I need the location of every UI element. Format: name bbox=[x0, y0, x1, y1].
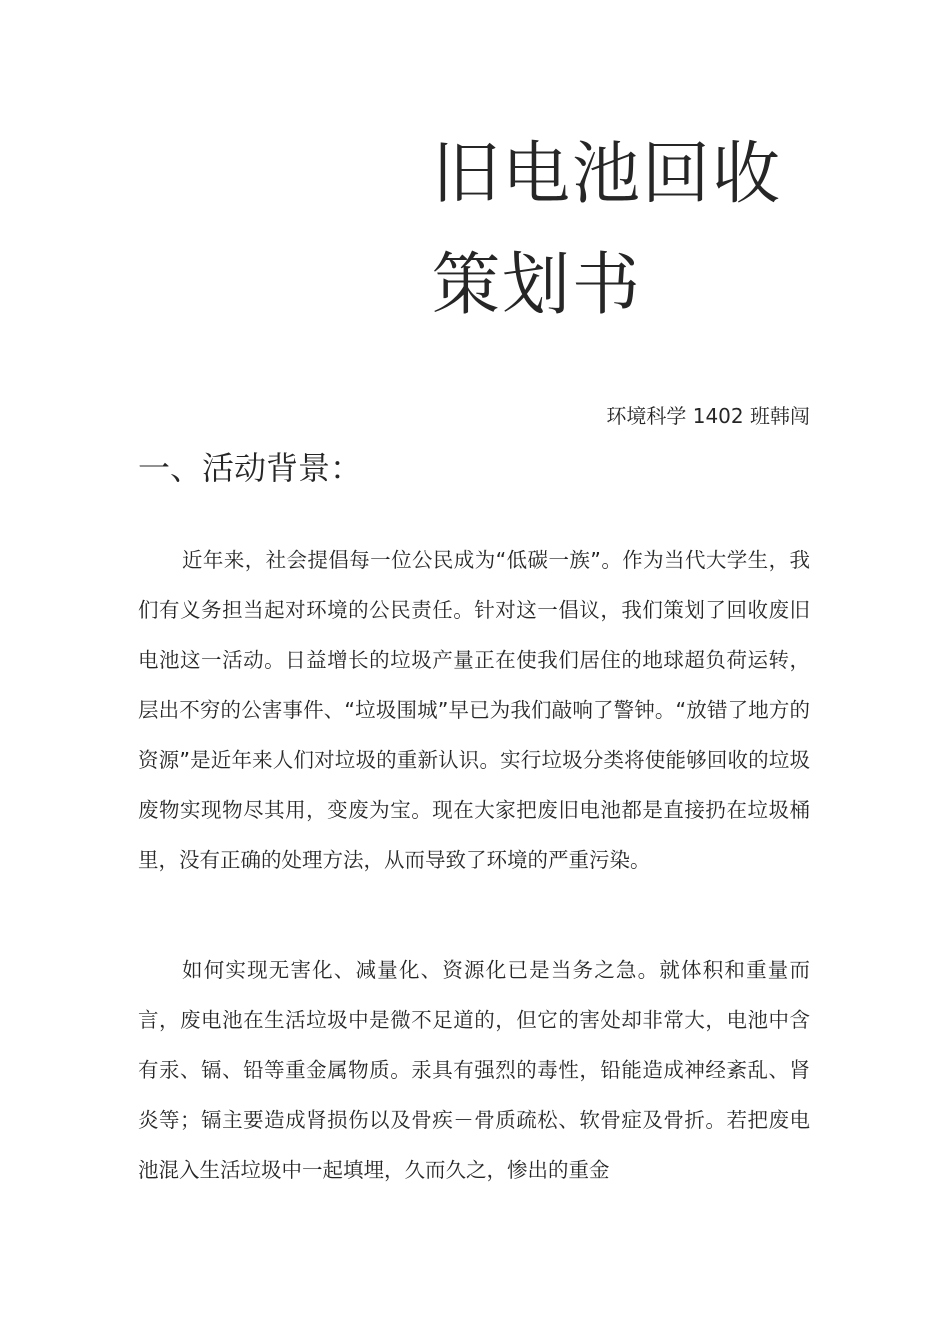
body-paragraph: 如何实现无害化、减量化、资源化已是当务之急。就体积和重量而言，废电池在生活垃圾中是微不足道的，但它的害处却非常大，电池中含有汞、镉、铅等重金属物质。汞具有强烈的毒性，铅能造成神经紊乱、肾炎等；镉主要造成肾损伤以及骨疾－骨质疏松、软骨症及骨折。若把废电池混入生活垃圾中一起填埋，久而久之，惨出的重金 bbox=[138, 958, 810, 1182]
author-byline: 环境科学 1402 班韩闯 bbox=[606, 404, 810, 428]
document-title-line-2: 策划书 bbox=[432, 246, 643, 325]
document-title-line-1: 旧电池回收 bbox=[432, 135, 783, 214]
body-paragraph: 近年来，社会提倡每一位公民成为“低碳一族”。作为当代大学生，我们有义务担当起对环境的公民责任。针对这一倡议，我们策划了回收废旧电池这一活动。日益增长的垃圾产量正在使我们居住的地球超负荷运转，层出不穷的公害事件、“垃圾围城”早已为我们敲响了警钟。“放错了地方的资源”是近年来人们对垃圾的重新认识。实行垃圾分类将使能够回收的垃圾废物实现物尽其用，变废为宝。现在大家把废旧电池都是直接扔在垃圾桶里，没有正确的处理方法，从而导致了环境的严重污染。 bbox=[138, 548, 810, 872]
section-heading-background: 一、活动背景： bbox=[138, 449, 363, 487]
